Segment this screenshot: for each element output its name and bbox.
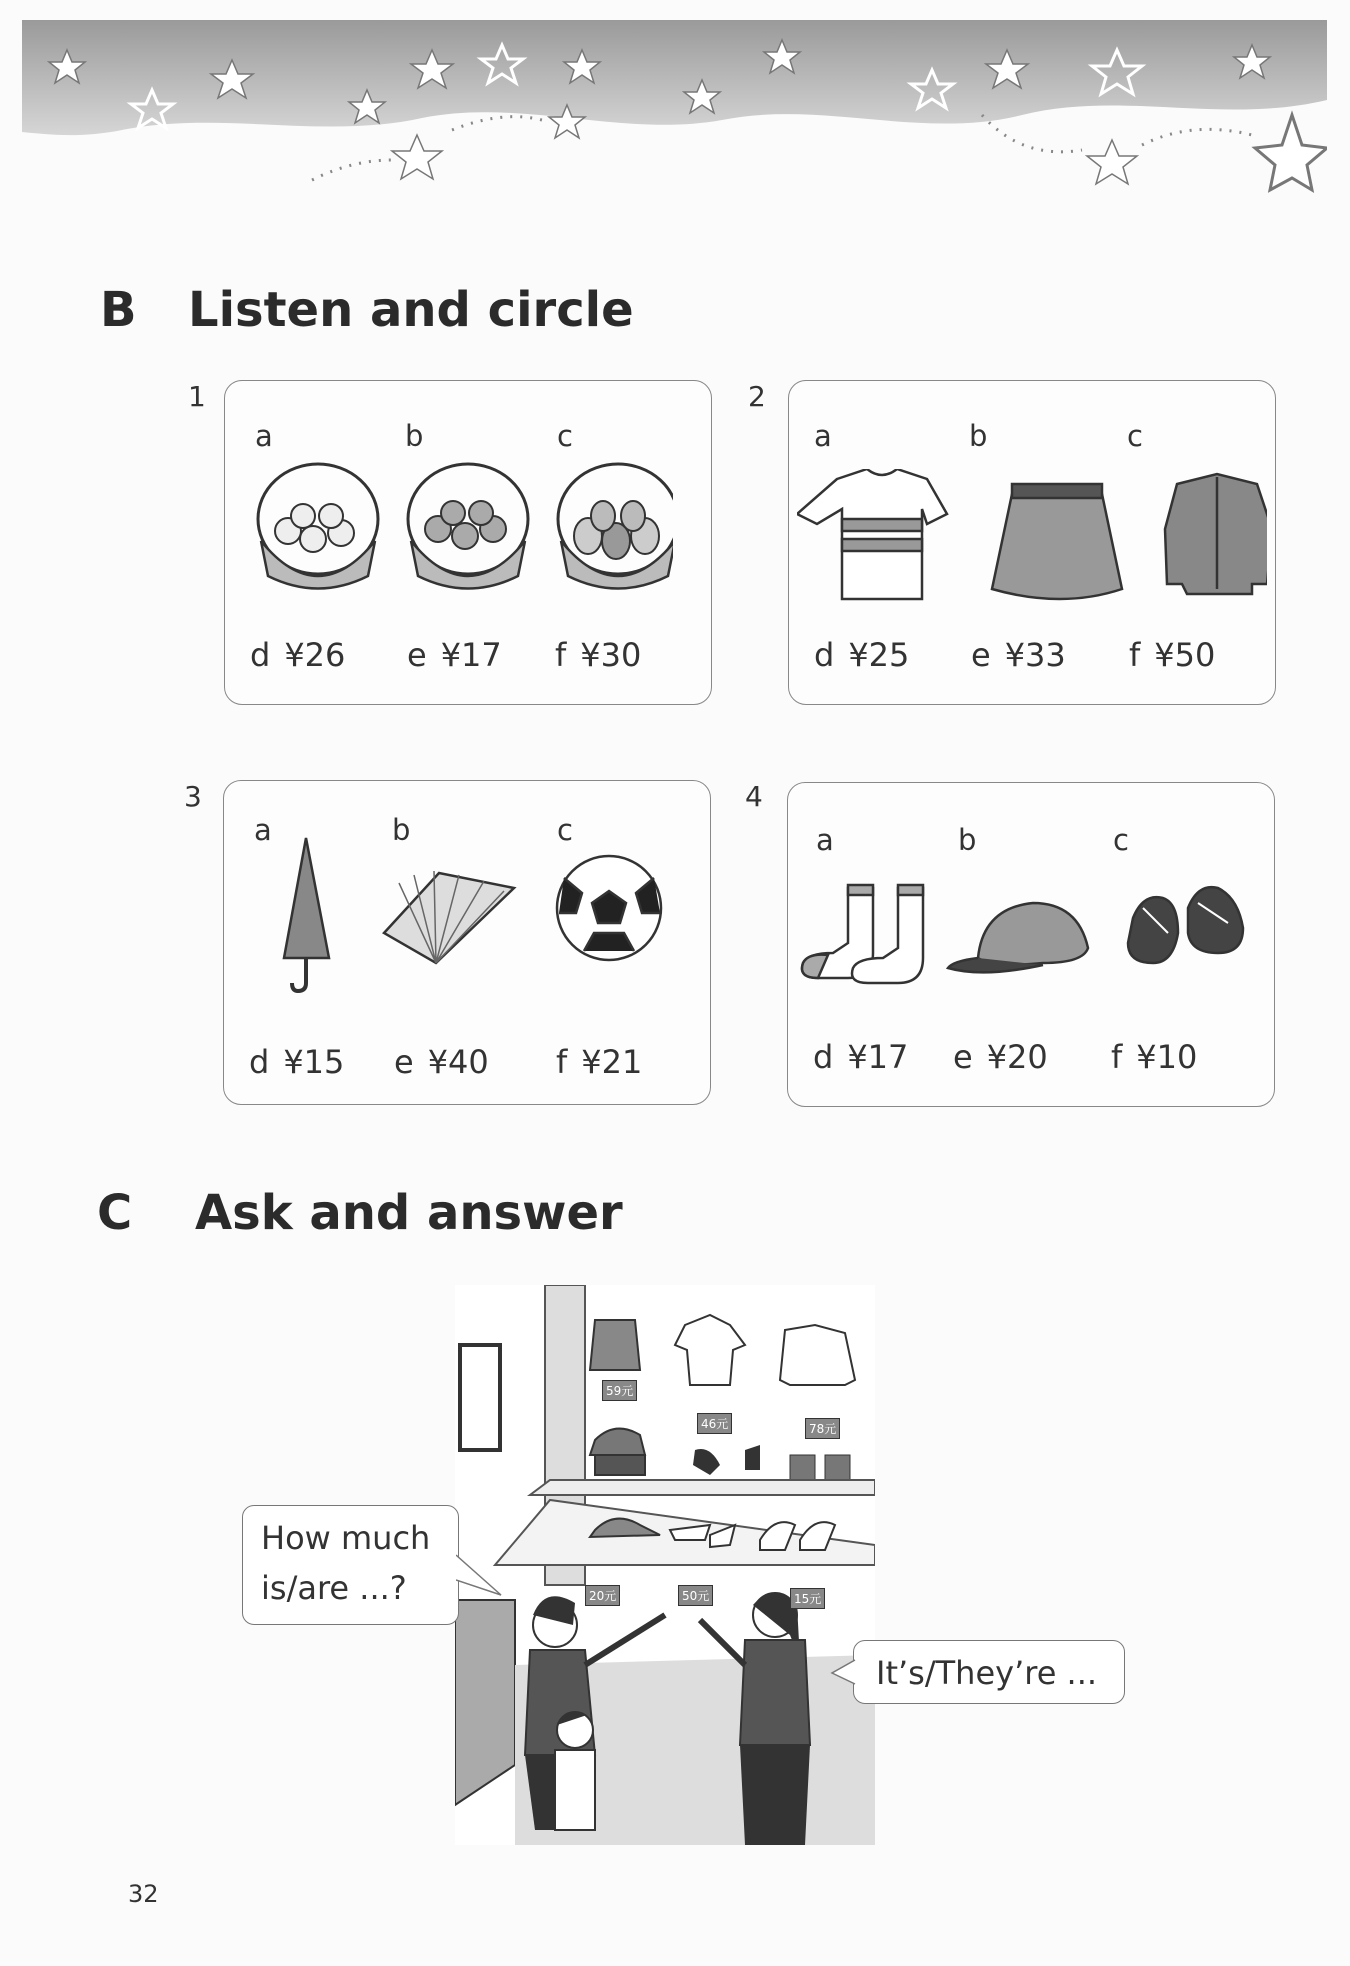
price-d [813,1038,908,1076]
price-f-value: ¥50 [1154,636,1216,674]
exercise-1-box [224,380,712,705]
price-tag-cap: 20元 [585,1585,620,1606]
section-b-heading: Listen and circle [188,282,634,338]
price-f-letter: f [1111,1038,1123,1076]
price-d-value: ¥26 [284,636,346,674]
price-d-value: ¥17 [847,1038,909,1076]
option-c-label: c [1127,419,1143,453]
price-d [249,1043,344,1081]
price-d-letter: d [250,636,271,674]
section-b-title [100,282,700,342]
price-e-value: ¥40 [427,1043,489,1081]
price-d [250,636,345,674]
price-e-letter: e [971,636,991,674]
price-d-letter: d [813,1038,834,1076]
jacket-icon [780,1325,855,1385]
exercise-4-number: 4 [745,780,763,813]
shop-scene-illustration [455,1285,875,1845]
price-f-value: ¥21 [581,1043,643,1081]
price-e-letter: e [394,1043,414,1081]
question-line-2: is/are ...? [261,1569,407,1607]
price-tag-skirt: 59元 [602,1380,637,1401]
exercise-3-number: 3 [184,780,202,813]
option-a-label: a [816,823,834,857]
option-b-label: b [392,813,411,847]
price-f-letter: f [556,1043,568,1081]
price-f [1129,636,1215,674]
option-b-label: b [958,823,977,857]
section-c-title [97,1185,697,1245]
price-f [556,1043,642,1081]
price-f-letter: f [555,636,567,674]
price-tag-socks: 15元 [790,1588,825,1609]
exercise-2-number: 2 [748,380,766,413]
price-e-value: ¥33 [1004,636,1066,674]
exercise-2-box [788,380,1276,705]
option-b-label: b [405,419,424,453]
option-c-label: c [557,419,573,453]
clothes-icon [797,469,1267,609]
answer-speech-bubble [853,1640,1125,1704]
bubble-tail-icon [456,1550,506,1600]
price-e-letter: e [407,636,427,674]
price-e-value: ¥20 [986,1038,1048,1076]
price-e [953,1038,1048,1076]
option-c-label: c [557,813,573,847]
socks-cap-shoes-icon [793,883,1268,1003]
price-f [555,636,641,674]
price-e-value: ¥17 [440,636,502,674]
price-d [814,636,909,674]
option-a-label: a [814,419,832,453]
price-e [394,1043,489,1081]
answer-bubble-tail-icon [830,1658,856,1688]
star-banner [22,20,1327,210]
exercise-4-box [787,782,1275,1107]
price-d-letter: d [814,636,835,674]
price-tag-tshirt: 46元 [697,1413,732,1434]
exercise-3-box [223,780,711,1105]
price-f-value: ¥10 [1136,1038,1198,1076]
price-e [407,636,502,674]
exercise-1-number: 1 [188,380,206,413]
price-tag-jacket: 78元 [805,1418,840,1439]
umbrella-fan-ball-icon [264,833,684,993]
option-c-label: c [1113,823,1129,857]
price-f [1111,1038,1197,1076]
price-e-letter: e [953,1038,973,1076]
fruit-baskets-icon [253,461,673,601]
section-c-letter: C [97,1185,133,1241]
price-d-value: ¥15 [283,1043,345,1081]
price-d-value: ¥25 [848,636,910,674]
question-speech-bubble [242,1505,459,1625]
answer-text: It’s/They’re ... [876,1654,1098,1692]
skirt-icon [590,1320,640,1370]
section-c-heading: Ask and answer [195,1185,623,1241]
price-tag-shoes: 50元 [678,1585,713,1606]
price-d-letter: d [249,1043,270,1081]
price-f-value: ¥30 [580,636,642,674]
option-a-label: a [254,813,272,847]
section-b-letter: B [100,282,137,338]
question-line-1: How much [261,1519,431,1557]
page-number: 32 [128,1880,159,1908]
price-e [971,636,1066,674]
option-a-label: a [255,419,273,453]
option-b-label: b [969,419,988,453]
price-f-letter: f [1129,636,1141,674]
